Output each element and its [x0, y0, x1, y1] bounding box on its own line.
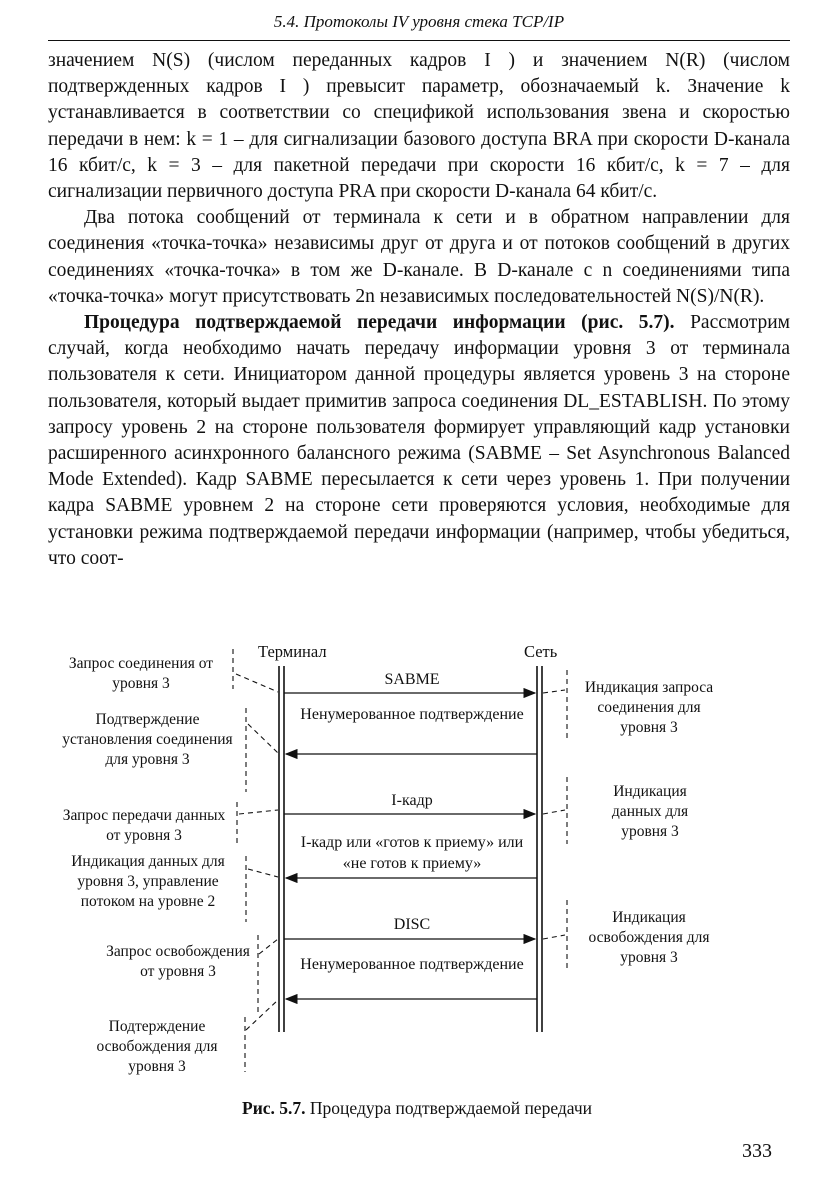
paragraph-1: значением N(S) (числом переданных кадров I ) и значением N(R) (числом подтвержденных кадров I ) превысит параметр, обозначаемый k. Значение k устанавливается в соответствии со спецификой использования звена и скоростью передачи в нем: k = 1 – для сигнализации базового доступа BRA при скорости D-канала 16 кбит/с, k = 3 – для пакетной передачи при скорости 16 кбит/с, k = 7 – для сигнализации первичного доступа PRA при скорости D-канала 64 кбит/с.: [48, 50, 790, 203]
figure-caption: [0, 1098, 834, 1119]
paragraph-3-lead: Процедура подтверждаемой передачи информации (рис. 5.7).: [84, 312, 675, 334]
right-label-connect-indication: Индикация запроса соединения для уровня 3: [584, 679, 714, 736]
paragraph-3-text: Рассмотрим случай, когда необходимо начать передачу информации уровня 3 от терминала пользователя к сети. Инициатором данной процедуры является уровень 3 на стороне пользователя, который выдает примитив запроса соединения DL_ESTABLISH. По этому запросу уровень 2 на стороне пользователя формирует управляющий кадр установки расширенного асинхронного балансного режима (SABME – Set Asynchronous Balanced Mode Extended). Кадр SABME пересылается к сети через уровень 1. При получении кадра SABME уровнем 2 на стороне сети проверяются условия, необходимые для установки режима подтверждаемой передачи информации (например, чтобы убедиться, что соот-: [48, 312, 790, 569]
figure-sequence-diagram: [0, 632, 834, 1075]
column-network: Сеть: [524, 642, 558, 661]
header-rule: [48, 40, 790, 41]
message-disc: DISC: [393, 916, 431, 933]
left-label-release-confirm: Подтерждение освобождения для уровня 3: [96, 1018, 218, 1075]
page-number: 333: [742, 1140, 772, 1162]
running-header: 5.4. Протоколы IV уровня стека TCP/IP: [273, 12, 565, 31]
message-rr-rnr: I-кадр или «готов к приему» или «не готов к приему»: [300, 834, 524, 872]
caption-text: Процедура подтверждаемой передачи: [305, 1098, 592, 1118]
right-label-data-indication: Индикация данных для уровня 3: [611, 783, 689, 840]
left-label-connect-confirm: Подтверждение установления соединения для уровня 3: [62, 711, 233, 768]
message-ua-2: Ненумерованное подтверждение: [300, 956, 524, 973]
left-label-connect-request: Запрос соединения от уровня 3: [68, 655, 214, 692]
left-label-data-indication: Индикация данных для уровня 3, управление потоком на уровне 2: [71, 853, 225, 910]
paragraph-3: [48, 310, 790, 572]
body-text: [48, 48, 790, 572]
right-label-release-indication: Индикация освобождения для уровня 3: [588, 909, 710, 966]
left-label-release-request: Запрос освобождения от уровня 3: [106, 943, 250, 980]
column-terminal: Терминал: [258, 642, 327, 661]
message-ua-1: Ненумерованное подтверждение: [300, 706, 524, 723]
message-sabme: SABME: [384, 671, 440, 688]
paragraph-2: Два потока сообщений от терминала к сети и в обратном направлении для соединения «точка-точка» независимы друг от друга и от потоков сообщений в других соединениях «точка-точка» в том же D-канале. В D-канале с n соединениями типа «точка-точка» могут присутствовать 2n независимых последовательностей N(S)/N(R).: [48, 207, 790, 307]
caption-label: Рис. 5.7.: [242, 1098, 306, 1118]
message-i-frame: I-кадр: [391, 792, 433, 809]
left-label-data-request: Запрос передачи данных от уровня 3: [62, 807, 226, 844]
